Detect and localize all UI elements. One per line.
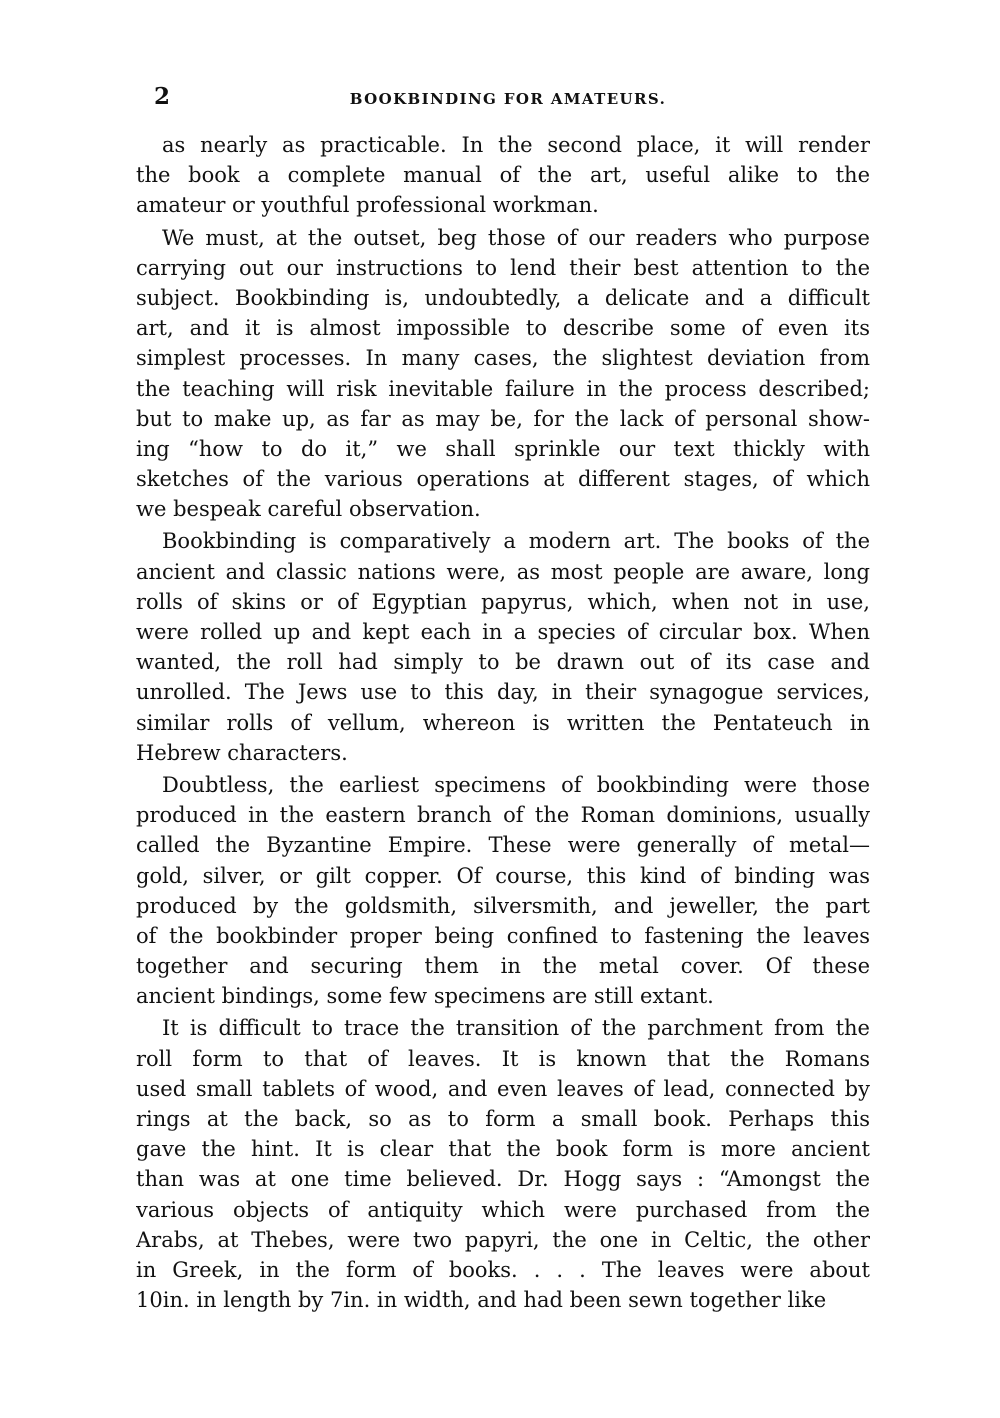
text-line: called the Byzantine Empire. These were generally of metal—: [136, 833, 870, 858]
text-line: Hebrew characters.: [136, 740, 348, 765]
body-text: [136, 130, 870, 1317]
text-line: It is difficult to trace the transition of the parchment from the: [162, 1016, 870, 1041]
text-line: together and securing them in the metal cover. Of these: [136, 954, 870, 979]
text-line: gave the hint. It is clear that the book form is more ancient: [136, 1137, 870, 1162]
paragraph: [136, 526, 870, 768]
text-line: of the bookbinder proper being confined to fastening the leaves: [136, 923, 870, 948]
text-line: wanted, the roll had simply to be drawn out of its case and: [136, 650, 870, 675]
text-line: various objects of antiquity which were purchased from the: [136, 1197, 870, 1222]
text-line: as nearly as practicable. In the second place, it will render: [162, 133, 870, 157]
text-line: Doubtless, the earliest specimens of bookbinding were those: [162, 772, 870, 797]
text-line: the book a complete manual of the art, useful alike to the: [136, 163, 870, 188]
text-line: 10in. in length by 7in. in width, and had been sewn together like: [136, 1288, 827, 1313]
text-line: similar rolls of vellum, whereon is written the Pentateuch in: [136, 710, 870, 735]
text-line: were rolled up and kept each in a species of circular box. When: [136, 620, 870, 644]
text-line: carrying out our instructions to lend their best attention to the: [136, 255, 870, 280]
text-line: Arabs, at Thebes, were two papyri, the one in Celtic, the other: [136, 1227, 870, 1252]
text-line: amateur or youthful professional workman.: [136, 193, 599, 218]
running-title: BOOKBINDING FOR AMATEURS.: [349, 90, 667, 108]
text-line: simplest processes. In many cases, the slightest deviation from: [136, 346, 870, 371]
paragraph: [136, 770, 870, 1012]
text-line: rings at the back, so as to form a small book. Perhaps this: [136, 1107, 870, 1131]
text-line: ancient and classic nations were, as most people are aware, long: [136, 559, 870, 584]
text-line: gold, silver, or gilt copper. Of course, this kind of binding was: [136, 863, 870, 888]
text-line: subject. Bookbinding is, undoubtedly, a delicate and a difficult: [136, 285, 870, 310]
text-line: than was at one time believed. Dr. Hogg says : “Amongst the: [136, 1167, 870, 1192]
text-line: art, and it is almost impossible to describe some of even its: [136, 316, 870, 341]
text-line: rolls of skins or of Egyptian papyrus, which, when not in use,: [136, 589, 870, 614]
paragraph: [136, 130, 870, 221]
text-line: we bespeak careful observation.: [136, 497, 481, 522]
paragraph: [136, 223, 870, 525]
page-number: 2: [154, 83, 171, 110]
text-line: produced by the goldsmith, silversmith, and jeweller, the part: [136, 893, 870, 918]
text-line: roll form to that of leaves. It is known that the Romans: [136, 1046, 870, 1071]
text-line: sketches of the various operations at different stages, of which: [136, 467, 870, 492]
text-line: Bookbinding is comparatively a modern art. The books of the: [162, 529, 870, 554]
text-line: but to make up, as far as may be, for the lack of personal show-: [136, 406, 870, 431]
text-line: in Greek, in the form of books. . . . The leaves were about: [136, 1257, 870, 1282]
text-line: produced in the eastern branch of the Roman dominions, usually: [136, 803, 870, 828]
page-header: [148, 84, 868, 114]
text-line: ing “how to do it,” we shall sprinkle our text thickly with: [136, 436, 870, 461]
text-line: unrolled. The Jews use to this day, in their synagogue services,: [136, 680, 870, 705]
text-line: used small tablets of wood, and even leaves of lead, connected by: [136, 1076, 870, 1101]
text-line: the teaching will risk inevitable failure in the process described;: [136, 376, 870, 401]
text-line: We must, at the outset, beg those of our readers who purpose: [162, 225, 870, 250]
paragraph: [136, 1013, 870, 1315]
text-line: ancient bindings, some few specimens are still extant.: [136, 984, 714, 1009]
